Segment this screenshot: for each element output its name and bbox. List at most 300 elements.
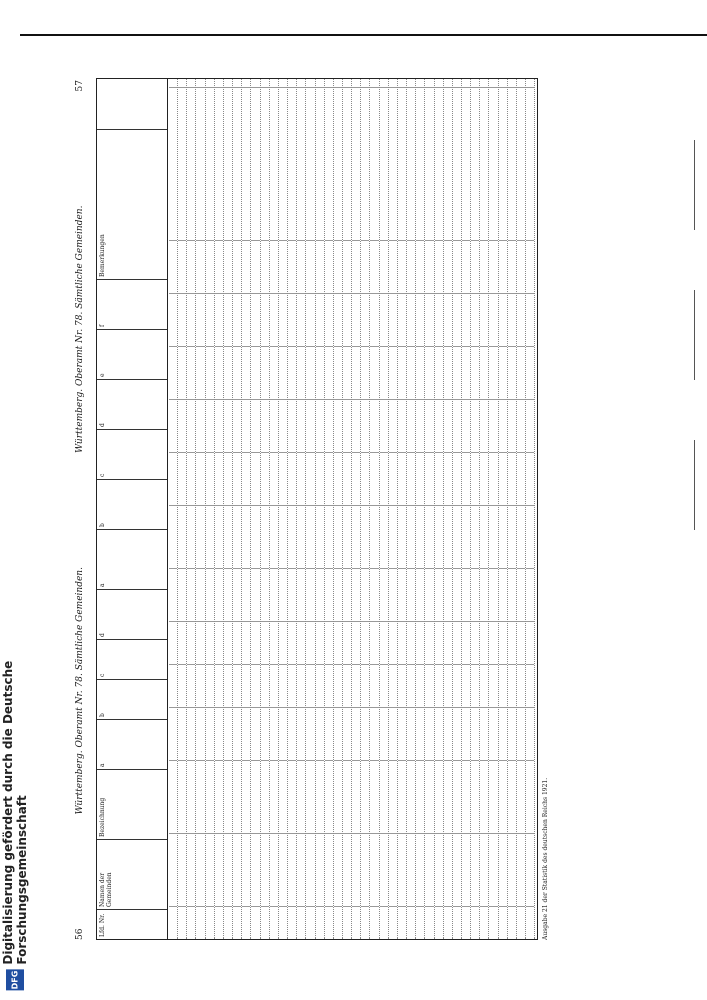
table-cell bbox=[380, 293, 388, 346]
table-cell bbox=[325, 760, 333, 833]
table-cell bbox=[444, 621, 452, 664]
table-row bbox=[462, 79, 471, 939]
table-cell bbox=[380, 452, 388, 505]
table-cell bbox=[169, 707, 177, 760]
table-cell bbox=[352, 760, 360, 833]
table-cell bbox=[489, 568, 497, 621]
table-cell bbox=[435, 906, 443, 939]
table-cell bbox=[233, 293, 241, 346]
table-cell bbox=[316, 240, 324, 293]
table-cell bbox=[435, 664, 443, 707]
table-cell bbox=[471, 906, 479, 939]
table-cell bbox=[297, 452, 305, 505]
col-head-r0: a bbox=[97, 529, 167, 589]
table-cell bbox=[334, 87, 342, 240]
table-cell bbox=[489, 906, 497, 939]
table-cell bbox=[398, 240, 406, 293]
table-cell bbox=[343, 346, 351, 399]
table-cell bbox=[508, 346, 516, 399]
table-cell bbox=[297, 906, 305, 939]
table-cell bbox=[233, 452, 241, 505]
table-cell bbox=[187, 452, 195, 505]
table-cell bbox=[407, 621, 415, 664]
table-cell bbox=[526, 664, 534, 707]
table-cell bbox=[270, 505, 278, 568]
table-cell bbox=[206, 707, 214, 760]
col-head-5: c bbox=[97, 639, 167, 679]
table-cell bbox=[343, 87, 351, 240]
table-cell bbox=[389, 452, 397, 505]
table-cell bbox=[343, 568, 351, 621]
table-cell bbox=[270, 707, 278, 760]
table-cell bbox=[325, 621, 333, 664]
table-header bbox=[97, 79, 168, 939]
table-cell bbox=[224, 505, 232, 568]
table-row bbox=[398, 79, 407, 939]
table-cell bbox=[489, 293, 497, 346]
table-cell bbox=[316, 664, 324, 707]
table-cell bbox=[444, 568, 452, 621]
table-cell bbox=[444, 452, 452, 505]
table-cell bbox=[471, 293, 479, 346]
table-row bbox=[297, 79, 306, 939]
table-cell bbox=[398, 87, 406, 240]
table-cell bbox=[196, 399, 204, 452]
table-cell bbox=[526, 399, 534, 452]
table-cell bbox=[389, 87, 397, 240]
table-cell bbox=[444, 505, 452, 568]
table-cell bbox=[425, 346, 433, 399]
table-row bbox=[169, 79, 178, 939]
table-cell bbox=[187, 399, 195, 452]
table-cell bbox=[462, 346, 470, 399]
table-cell bbox=[334, 906, 342, 939]
table-cell bbox=[169, 833, 177, 906]
table-cell bbox=[215, 906, 223, 939]
table-cell bbox=[425, 760, 433, 833]
table-cell bbox=[462, 240, 470, 293]
table-cell bbox=[471, 240, 479, 293]
table-cell bbox=[352, 452, 360, 505]
table-cell bbox=[196, 452, 204, 505]
table-cell bbox=[370, 707, 378, 760]
table-cell bbox=[169, 399, 177, 452]
table-cell bbox=[297, 707, 305, 760]
table-row bbox=[343, 79, 352, 939]
table-cell bbox=[489, 240, 497, 293]
table-cell bbox=[361, 707, 369, 760]
table-cell bbox=[462, 707, 470, 760]
table-cell bbox=[325, 399, 333, 452]
table-cell bbox=[471, 621, 479, 664]
table-cell bbox=[462, 505, 470, 568]
table-row bbox=[306, 79, 315, 939]
table-body bbox=[169, 79, 535, 939]
table-cell bbox=[196, 346, 204, 399]
table-cell bbox=[380, 568, 388, 621]
table-cell bbox=[361, 760, 369, 833]
table-cell bbox=[306, 87, 314, 240]
table-row bbox=[233, 79, 242, 939]
table-cell bbox=[334, 664, 342, 707]
table-row bbox=[316, 79, 325, 939]
col-head-0: Lfd. Nr. bbox=[97, 909, 167, 939]
table-cell bbox=[206, 568, 214, 621]
table-cell bbox=[499, 399, 507, 452]
table-cell bbox=[489, 833, 497, 906]
table-cell bbox=[206, 293, 214, 346]
table-cell bbox=[361, 906, 369, 939]
table-cell bbox=[361, 399, 369, 452]
table-cell bbox=[251, 452, 259, 505]
table-cell bbox=[398, 452, 406, 505]
table-cell bbox=[224, 621, 232, 664]
table-cell bbox=[316, 87, 324, 240]
table-cell bbox=[444, 833, 452, 906]
table-cell bbox=[499, 664, 507, 707]
table-cell bbox=[251, 760, 259, 833]
table-cell bbox=[270, 833, 278, 906]
table-cell bbox=[242, 346, 250, 399]
table-cell bbox=[224, 346, 232, 399]
table-cell bbox=[508, 833, 516, 906]
table-cell bbox=[288, 293, 296, 346]
table-cell bbox=[334, 568, 342, 621]
table-cell bbox=[471, 664, 479, 707]
table-cell bbox=[233, 240, 241, 293]
table-cell bbox=[361, 293, 369, 346]
table-cell bbox=[334, 452, 342, 505]
table-cell bbox=[251, 293, 259, 346]
table-cell bbox=[453, 399, 461, 452]
table-cell bbox=[187, 833, 195, 906]
right-page-number: 57 bbox=[75, 80, 85, 92]
col-head-3: a bbox=[97, 719, 167, 769]
table-cell bbox=[508, 568, 516, 621]
table-cell bbox=[370, 906, 378, 939]
table-cell bbox=[471, 707, 479, 760]
table-cell bbox=[370, 833, 378, 906]
table-cell bbox=[435, 293, 443, 346]
table-cell bbox=[416, 346, 424, 399]
table-cell bbox=[453, 664, 461, 707]
table-cell bbox=[389, 833, 397, 906]
table-cell bbox=[334, 240, 342, 293]
table-cell bbox=[178, 833, 186, 906]
table-row bbox=[425, 79, 434, 939]
table-cell bbox=[169, 568, 177, 621]
table-cell bbox=[489, 621, 497, 664]
table-row bbox=[361, 79, 370, 939]
table-cell bbox=[297, 293, 305, 346]
table-cell bbox=[279, 833, 287, 906]
table-cell bbox=[425, 87, 433, 240]
table-cell bbox=[361, 833, 369, 906]
table-cell bbox=[499, 293, 507, 346]
watermark bbox=[0, 600, 30, 990]
table-cell bbox=[169, 87, 177, 240]
table-cell bbox=[435, 505, 443, 568]
table-cell bbox=[233, 399, 241, 452]
table-cell bbox=[380, 399, 388, 452]
table-cell bbox=[178, 452, 186, 505]
table-cell bbox=[215, 240, 223, 293]
table-cell bbox=[261, 240, 269, 293]
table-cell bbox=[343, 906, 351, 939]
table-cell bbox=[471, 87, 479, 240]
table-cell bbox=[306, 505, 314, 568]
table-cell bbox=[206, 452, 214, 505]
table-cell bbox=[242, 568, 250, 621]
table-cell bbox=[517, 621, 525, 664]
table-cell bbox=[178, 87, 186, 240]
table-cell bbox=[261, 568, 269, 621]
table-cell bbox=[251, 664, 259, 707]
table-cell bbox=[233, 760, 241, 833]
table-cell bbox=[325, 664, 333, 707]
rotated-page-content bbox=[70, 80, 640, 940]
table-cell bbox=[526, 621, 534, 664]
margin-mark bbox=[694, 290, 695, 380]
table-cell bbox=[261, 760, 269, 833]
table-cell bbox=[279, 505, 287, 568]
table-cell bbox=[242, 664, 250, 707]
table-cell bbox=[334, 505, 342, 568]
table-row bbox=[279, 79, 288, 939]
table-cell bbox=[334, 833, 342, 906]
table-cell bbox=[242, 505, 250, 568]
table-cell bbox=[169, 664, 177, 707]
table-cell bbox=[352, 833, 360, 906]
table-cell bbox=[471, 399, 479, 452]
right-title: Württemberg. Oberamt Nr. 78. Sämtliche Gemeinden. bbox=[75, 205, 85, 453]
table-cell bbox=[499, 505, 507, 568]
table-cell bbox=[435, 621, 443, 664]
table-cell bbox=[526, 293, 534, 346]
table-cell bbox=[444, 399, 452, 452]
table-cell bbox=[453, 760, 461, 833]
table-cell bbox=[178, 664, 186, 707]
table-cell bbox=[178, 505, 186, 568]
table-cell bbox=[480, 833, 488, 906]
table-cell bbox=[233, 707, 241, 760]
table-cell bbox=[480, 568, 488, 621]
col-head-1: Namen der Gemeinden bbox=[97, 839, 167, 909]
table-cell bbox=[270, 87, 278, 240]
table-cell bbox=[288, 760, 296, 833]
table-cell bbox=[352, 621, 360, 664]
table-cell bbox=[224, 833, 232, 906]
table-cell bbox=[215, 664, 223, 707]
table-cell bbox=[288, 87, 296, 240]
table-cell bbox=[416, 505, 424, 568]
dfg-logo-text: DFG bbox=[10, 969, 20, 989]
table-cell bbox=[279, 346, 287, 399]
table-cell bbox=[480, 760, 488, 833]
table-cell bbox=[435, 833, 443, 906]
table-cell bbox=[343, 399, 351, 452]
table-cell bbox=[270, 664, 278, 707]
table-cell bbox=[471, 452, 479, 505]
table-cell bbox=[480, 240, 488, 293]
table-cell bbox=[462, 906, 470, 939]
table-cell bbox=[206, 621, 214, 664]
table-cell bbox=[288, 505, 296, 568]
table-cell bbox=[288, 707, 296, 760]
table-cell bbox=[370, 240, 378, 293]
table-cell bbox=[352, 664, 360, 707]
table-cell bbox=[196, 833, 204, 906]
table-cell bbox=[233, 346, 241, 399]
table-cell bbox=[261, 833, 269, 906]
table-cell bbox=[508, 621, 516, 664]
table-row bbox=[526, 79, 535, 939]
table-cell bbox=[206, 505, 214, 568]
table-cell bbox=[407, 399, 415, 452]
table-cell bbox=[187, 87, 195, 240]
table-cell bbox=[325, 568, 333, 621]
table-row bbox=[187, 79, 196, 939]
table-cell bbox=[270, 346, 278, 399]
table-cell bbox=[334, 760, 342, 833]
table-cell bbox=[233, 568, 241, 621]
table-cell bbox=[187, 707, 195, 760]
table-cell bbox=[489, 399, 497, 452]
table-cell bbox=[352, 87, 360, 240]
table-cell bbox=[325, 87, 333, 240]
table-cell bbox=[261, 906, 269, 939]
table-cell bbox=[480, 399, 488, 452]
table-cell bbox=[480, 346, 488, 399]
table-cell bbox=[517, 399, 525, 452]
table-cell bbox=[361, 505, 369, 568]
table-cell bbox=[325, 505, 333, 568]
table-cell bbox=[215, 760, 223, 833]
table-cell bbox=[416, 833, 424, 906]
table-cell bbox=[508, 664, 516, 707]
table-cell bbox=[435, 87, 443, 240]
table-cell bbox=[380, 621, 388, 664]
table-cell bbox=[508, 760, 516, 833]
table-cell bbox=[499, 760, 507, 833]
table-cell bbox=[297, 505, 305, 568]
table-cell bbox=[196, 87, 204, 240]
table-cell bbox=[444, 346, 452, 399]
table-row bbox=[444, 79, 453, 939]
table-cell bbox=[425, 568, 433, 621]
table-cell bbox=[361, 240, 369, 293]
table-cell bbox=[178, 760, 186, 833]
table-cell bbox=[242, 760, 250, 833]
table-cell bbox=[389, 293, 397, 346]
table-cell bbox=[416, 906, 424, 939]
table-cell bbox=[288, 452, 296, 505]
table-cell bbox=[306, 346, 314, 399]
table-cell bbox=[224, 664, 232, 707]
table-cell bbox=[352, 346, 360, 399]
table-cell bbox=[517, 240, 525, 293]
table-cell bbox=[187, 346, 195, 399]
table-cell bbox=[297, 87, 305, 240]
table-cell bbox=[517, 293, 525, 346]
table-cell bbox=[343, 452, 351, 505]
table-cell bbox=[242, 452, 250, 505]
table-row bbox=[178, 79, 187, 939]
table-cell bbox=[251, 240, 259, 293]
table-cell bbox=[196, 707, 204, 760]
table-cell bbox=[288, 833, 296, 906]
table-cell bbox=[261, 452, 269, 505]
table-cell bbox=[361, 621, 369, 664]
table-cell bbox=[398, 568, 406, 621]
table-cell bbox=[389, 568, 397, 621]
table-cell bbox=[526, 760, 534, 833]
table-cell bbox=[416, 621, 424, 664]
table-cell bbox=[288, 346, 296, 399]
table-cell bbox=[169, 906, 177, 939]
table-cell bbox=[380, 760, 388, 833]
table-cell bbox=[306, 664, 314, 707]
table-cell bbox=[398, 906, 406, 939]
table-cell bbox=[316, 568, 324, 621]
table-cell bbox=[407, 505, 415, 568]
table-cell bbox=[224, 87, 232, 240]
table-cell bbox=[251, 568, 259, 621]
table-cell bbox=[462, 621, 470, 664]
table-cell bbox=[196, 505, 204, 568]
table-cell bbox=[444, 240, 452, 293]
table-row bbox=[196, 79, 205, 939]
table-cell bbox=[196, 568, 204, 621]
table-cell bbox=[352, 707, 360, 760]
table-cell bbox=[398, 505, 406, 568]
table-cell bbox=[306, 833, 314, 906]
table-cell bbox=[206, 906, 214, 939]
table-cell bbox=[380, 664, 388, 707]
table-cell bbox=[453, 833, 461, 906]
table-cell bbox=[334, 621, 342, 664]
table-cell bbox=[407, 664, 415, 707]
table-cell bbox=[435, 568, 443, 621]
table-cell bbox=[242, 293, 250, 346]
table-cell bbox=[499, 833, 507, 906]
table-cell bbox=[416, 399, 424, 452]
table-cell bbox=[178, 240, 186, 293]
table-cell bbox=[425, 621, 433, 664]
table-row bbox=[261, 79, 270, 939]
table-cell bbox=[361, 664, 369, 707]
table-cell bbox=[316, 505, 324, 568]
table-cell bbox=[389, 664, 397, 707]
table-cell bbox=[453, 293, 461, 346]
table-cell bbox=[343, 240, 351, 293]
table-cell bbox=[480, 707, 488, 760]
table-cell bbox=[435, 707, 443, 760]
table-cell bbox=[425, 707, 433, 760]
table-cell bbox=[471, 568, 479, 621]
table-cell bbox=[499, 568, 507, 621]
table-row bbox=[471, 79, 480, 939]
table-cell bbox=[196, 293, 204, 346]
table-cell bbox=[407, 568, 415, 621]
table-cell bbox=[270, 760, 278, 833]
table-cell bbox=[370, 505, 378, 568]
table-cell bbox=[526, 87, 534, 240]
table-cell bbox=[480, 293, 488, 346]
table-cell bbox=[251, 906, 259, 939]
table-cell bbox=[462, 664, 470, 707]
table-row bbox=[499, 79, 508, 939]
